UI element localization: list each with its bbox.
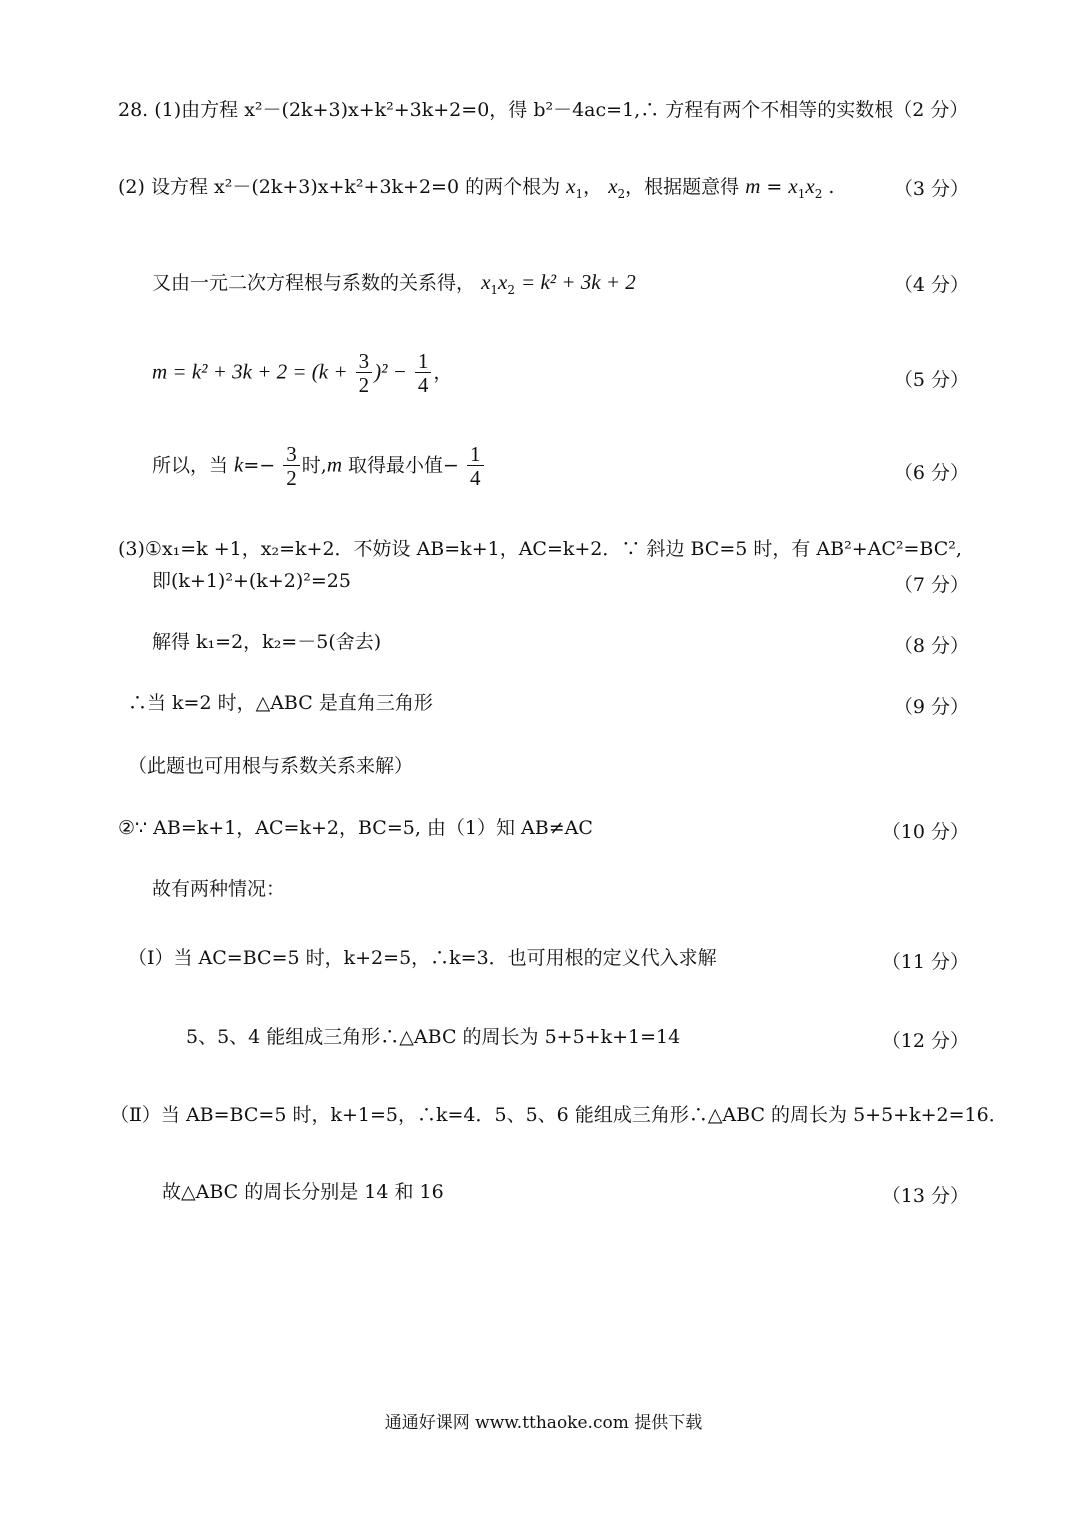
score-10: （10 分） bbox=[881, 821, 969, 843]
answer-line-1: 28. (1)由方程 x²－(2k+3)x+k²+3k+2=0，得 b²－4ac=1,∴ 方程有两个不相等的实数根（2 分） bbox=[118, 99, 969, 121]
score-4: （4 分） bbox=[893, 274, 969, 296]
answer-line-8: ∴当 k=2 时，△ABC 是直角三角形 bbox=[128, 692, 433, 714]
answer-line-6a: (3)①x₁=k +1，x₂=k+2．不妨设 AB=k+1，AC=k+2．∵ 斜边 BC=5 时，有 AB²+AC²=BC², bbox=[118, 538, 962, 560]
fraction-1-4-b: $\frac{1}{4}$ bbox=[467, 443, 484, 490]
score-8: （8 分） bbox=[893, 635, 969, 657]
fraction-3-2: $\frac{3}{2}$ bbox=[356, 350, 373, 397]
score-12: （12 分） bbox=[881, 1030, 969, 1052]
answer-line-15: 故△ABC 的周长分别是 14 和 16 bbox=[162, 1181, 444, 1203]
answer-line-12: （Ⅰ）当 AC=BC=5 时，k+2=5，∴k=3．也可用根的定义代入求解 bbox=[128, 947, 717, 969]
footer-source: 通通好课网 www.tthaoke.com 提供下载 bbox=[384, 1413, 703, 1433]
answer-line-13: 5、5、4 能组成三角形∴△ABC 的周长为 5+5+k+1=14 bbox=[186, 1026, 681, 1048]
score-6: （6 分） bbox=[893, 462, 969, 484]
score-3: （3 分） bbox=[893, 178, 969, 200]
answer-line-7: 解得 k₁=2，k₂=－5(舍去) bbox=[152, 631, 382, 653]
score-13: （13 分） bbox=[881, 1185, 969, 1207]
answer-line-5: 所以，当 k=− $\frac{3}{2}$ 时,m 取得最小值− $\frac{1}{4}$ bbox=[152, 443, 486, 490]
score-5: （5 分） bbox=[893, 369, 969, 391]
answer-line-14: （Ⅱ）当 AB=BC=5 时，k+1=5，∴k=4．5、5、6 能组成三角形∴△ABC 的周长为 5+5+k+2=16． bbox=[110, 1104, 1008, 1126]
fraction-3-2-b: $\frac{3}{2}$ bbox=[283, 443, 300, 490]
answer-line-2: (2) 设方程 x²－(2k+3)x+k²+3k+2=0 的两个根为 $x_1$， $x_2$，根据题意得 $m = x_1x_2$ . bbox=[118, 174, 835, 201]
fraction-1-4: $\frac{1}{4}$ bbox=[415, 350, 432, 397]
answer-line-4: m = k² + 3k + 2 = (k + $\frac{3}{2}$ )² − $\frac{1}{4}$ ， bbox=[152, 349, 453, 398]
score-9: （9 分） bbox=[893, 696, 969, 718]
score-11: （11 分） bbox=[881, 951, 969, 973]
answer-line-10: ②∵ AB=k+1，AC=k+2，BC=5, 由（1）知 AB≠AC bbox=[118, 817, 593, 839]
answer-note: （此题也可用根与系数关系来解） bbox=[128, 755, 414, 777]
score-7: （7 分） bbox=[893, 574, 969, 596]
answer-line-3: 又由一元二次方程根与系数的关系得， $x_1x_2 = k^2 + 3k + 2$ bbox=[152, 270, 636, 297]
answer-line-6b: 即(k+1)²+(k+2)²=25 bbox=[152, 570, 351, 592]
answer-line-11: 故有两种情况： bbox=[152, 878, 286, 900]
